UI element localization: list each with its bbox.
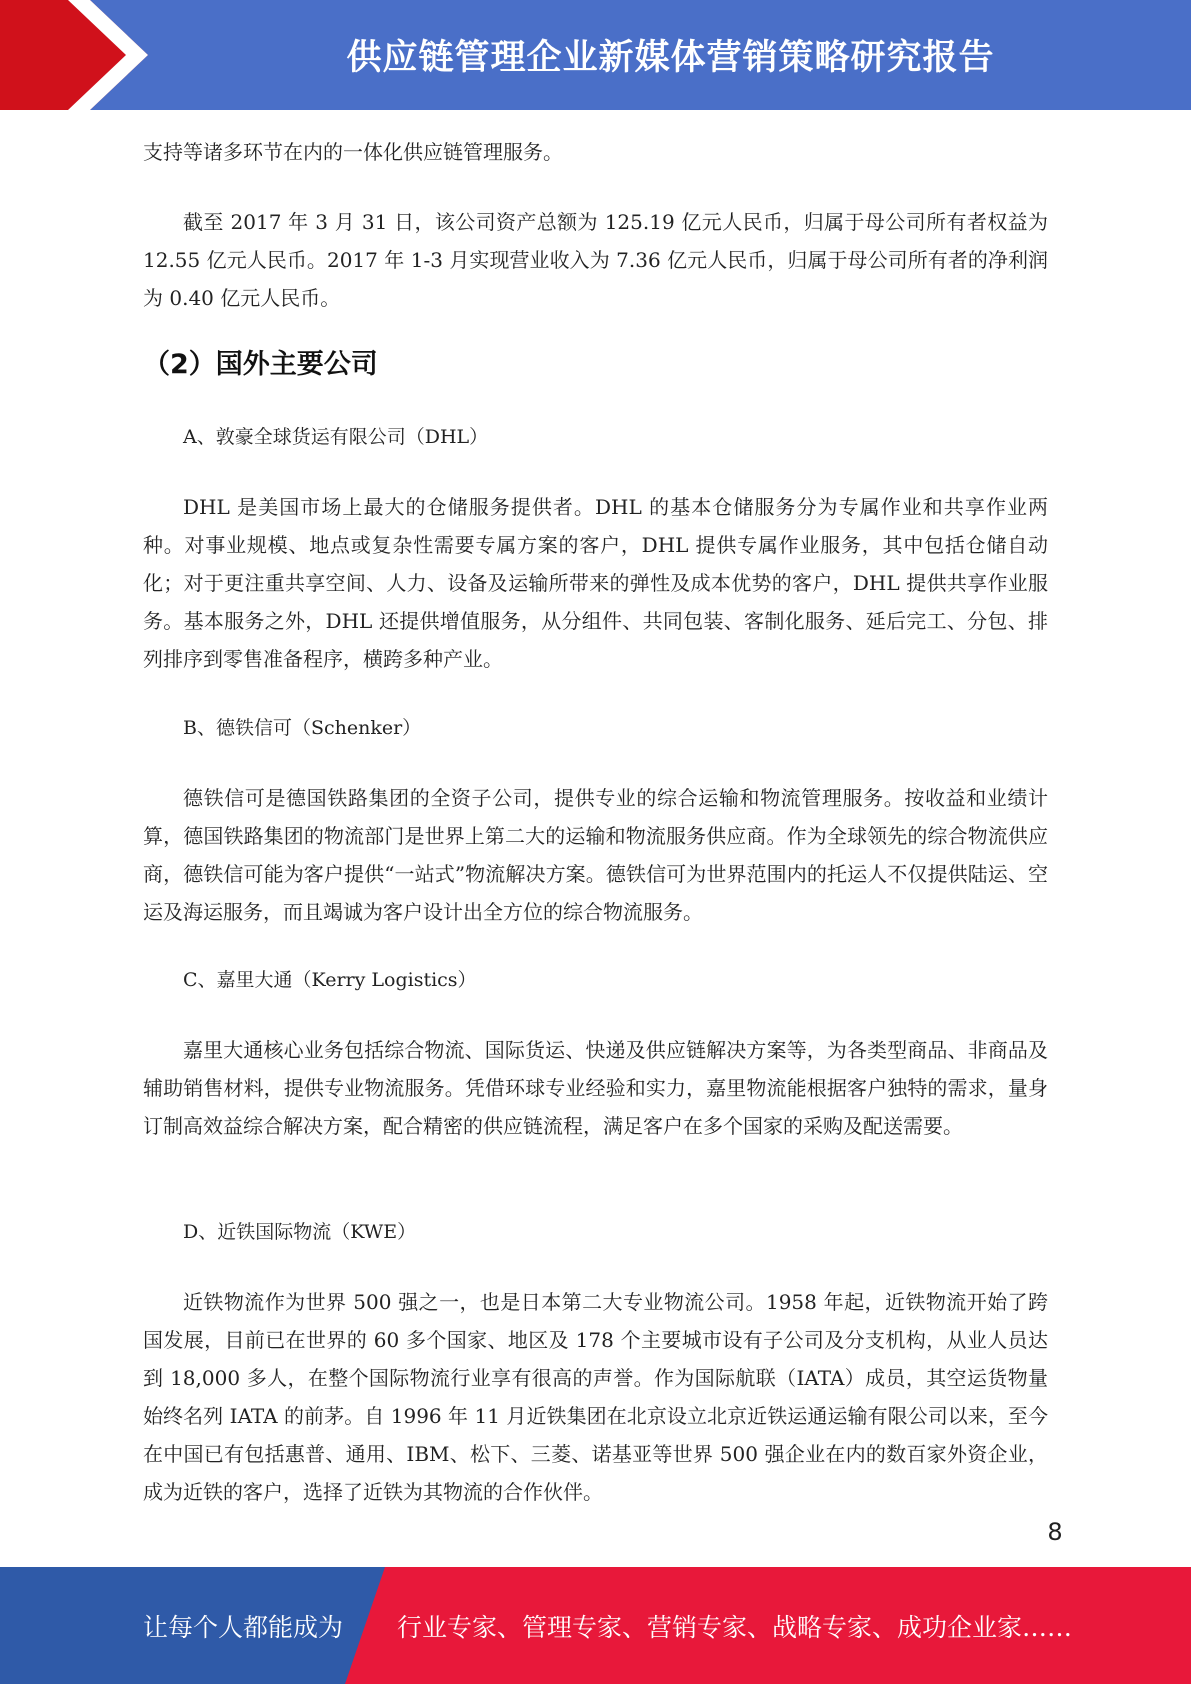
company-text-schenker: 德铁信可是德国铁路集团的全资子公司，提供专业的综合运输和物流管理服务。按收益和业绩计算，德国铁路集团的物流部门是世界上第二大的运输和物流服务供应商。作为全球领先的综合物流供应商，德铁信可能为客户提供“一站式”物流解决方案。德铁信可为世界范围内的托运人不仅提供陆运、空运及海运服务，而且竭诚为客户设计出全方位的综合物流服务。 bbox=[143, 786, 1048, 924]
company-title-kwe: D、近铁国际物流（KWE） bbox=[183, 1221, 417, 1243]
paragraph-continuation: 支持等诸多环节在内的一体化供应链管理服务。 bbox=[143, 140, 563, 164]
company-text-kerry: 嘉里大通核心业务包括综合物流、国际货运、快递及供应链解决方案等，为各类型商品、非商品及辅助销售材料，提供专业物流服务。凭借环球专业经验和实力，嘉里物流能根据客户独特的需求，量身订制高效益综合解决方案，配合精密的供应链流程，满足客户在多个国家的采购及配送需要。 bbox=[143, 1038, 1048, 1138]
footer-slogan-right: 行业专家、管理专家、营销专家、战略专家、成功企业家…… bbox=[397, 1612, 1073, 1642]
company-title-kerry: C、嘉里大通（Kerry Logistics） bbox=[183, 969, 477, 991]
page-number: 8 bbox=[1047, 1518, 1063, 1546]
paragraph-financials: 截至 2017 年 3 月 31 日，该公司资产总额为 125.19 亿元人民币，归属于母公司所有者权益为 12.55 亿元人民币。2017 年 1-3 月实现营业收入为 7.36 亿元人民币，归属于母公司所有者的净利润为 0.40 亿元人民币。 bbox=[143, 210, 1048, 310]
company-text-kwe: 近铁物流作为世界 500 强之一，也是日本第二大专业物流公司。1958 年起，近铁物流开始了跨国发展，目前已在世界的 60 多个国家、地区及 178 个主要城市设有子公司及分支机构，从业人员达到 18,000 多人，在整个国际物流行业享有很高的声誉。作为国际航联（IATA）成员，其空运货物量始终名列 IATA 的前茅。自 1996 年 11 月近铁集团在北京设立北京近铁运通运输有限公司以来，至今在中国已有包括惠普、通用、IBM、松下、三菱、诺基亚等世界 500 强企业在内的数百家外资企业，成为近铁的客户，选择了近铁为其物流的合作伙伴。 bbox=[143, 1290, 1048, 1504]
report-title: 供应链管理企业新媒体营销策略研究报告 bbox=[346, 38, 995, 78]
company-title-dhl: A、敦豪全球货运有限公司（DHL） bbox=[183, 426, 489, 448]
page-footer bbox=[0, 1567, 1191, 1684]
red-chevron-arrow bbox=[0, 0, 160, 110]
footer-slogan-left: 让每个人都能成为 bbox=[143, 1612, 344, 1642]
company-text-dhl: DHL 是美国市场上最大的仓储服务提供者。DHL 的基本仓储服务分为专属作业和共享作业两种。对事业规模、地点或复杂性需要专属方案的客户，DHL 提供专属作业服务，其中包括仓储自动化；对于更注重共享空间、人力、设备及运输所带来的弹性及成本优势的客户，DHL 提供共享作业服务。基本服务之外，DHL 还提供增值服务，从分组件、共同包装、客制化服务、延后完工、分包、排列排序到零售准备程序，横跨多种产业。 bbox=[143, 495, 1048, 671]
section-heading: （2）国外主要公司 bbox=[143, 349, 378, 380]
company-title-schenker: B、德铁信可（Schenker） bbox=[183, 717, 422, 739]
page-header bbox=[0, 0, 1191, 110]
